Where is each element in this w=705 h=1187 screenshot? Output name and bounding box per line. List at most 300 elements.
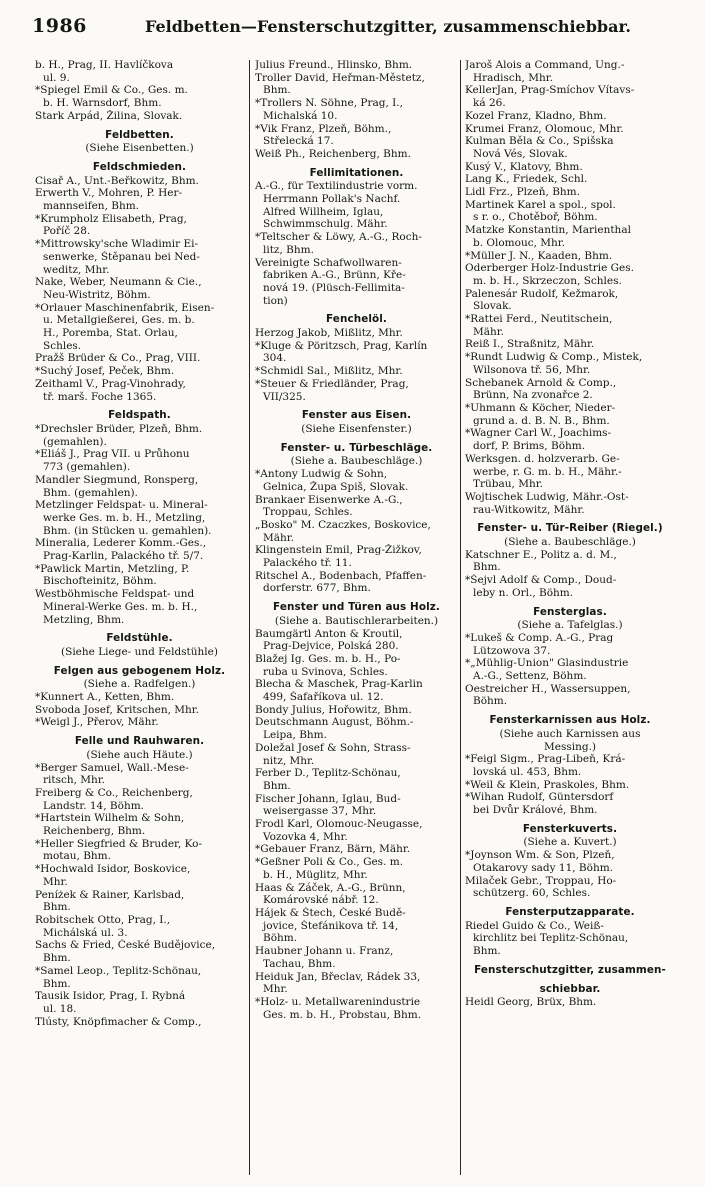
directory-entry <box>255 59 458 72</box>
directory-entry <box>465 377 675 402</box>
entry-line: *Hochwald Isidor, Boskovice, <box>35 863 191 876</box>
directory-entry <box>35 110 244 123</box>
directory-entry <box>255 971 458 996</box>
entry-line: u. Metallgießerei, Ges. m. b. <box>43 314 195 327</box>
entry-line: Brankaer Eisenwerke A.-G., <box>255 493 403 506</box>
entry-line: werbe, r. G. m. b. H., Mähr.- <box>473 465 622 478</box>
entry-line: werke Ges. m. b. H., Metzling, <box>43 511 206 524</box>
entry-line: Oderberger Holz-Industrie Ges. <box>465 262 634 275</box>
entry-line: b. H., Müglitz, Mhr. <box>263 868 368 881</box>
entry-line: Lidl Frz., Plzeň, Bhm. <box>465 186 580 199</box>
entry-line: Westböhmische Feldspat- und <box>35 588 195 601</box>
section-heading: Feldspath. <box>108 409 171 422</box>
entry-line: 304. <box>263 352 287 365</box>
entry-line: *Suchý Josef, Peček, Bhm. <box>35 365 175 378</box>
entry-line: Erwerth V., Mohren, P. Her- <box>35 187 183 200</box>
directory-entry <box>35 1016 244 1029</box>
directory-entry <box>255 519 458 544</box>
entry-line: *Weil & Klein, Praskoles, Bhm. <box>465 778 630 791</box>
directory-entry <box>255 882 458 907</box>
entry-line: ritsch, Mhr. <box>43 774 106 787</box>
entry-line: rau-Witkowitz, Mähr. <box>473 503 585 516</box>
directory-entry <box>35 863 244 888</box>
cross-reference-note: (Siehe a. Radfelgen.) <box>83 678 196 691</box>
entry-line: *Eliáš J., Prag VII. u Průhonu <box>35 448 190 461</box>
entry-line: *Müller J. N., Kaaden, Bhm. <box>465 249 613 262</box>
entry-line: ruba u Svinova, Schles. <box>263 665 388 678</box>
entry-line: weditz, Mhr. <box>43 263 110 276</box>
entry-line: *Drechsler Brüder, Plzeň, Bhm. <box>35 422 203 435</box>
entry-line: (gemahlen). <box>43 435 107 448</box>
directory-entry <box>255 793 458 818</box>
entry-line: Riedel Guido & Co., Weiß- <box>465 919 604 932</box>
entry-line: Mähr. <box>263 531 294 544</box>
entry-line: Mhr. <box>43 875 68 888</box>
entry-line: Metzlinger Feldspat- u. Mineral- <box>35 499 208 512</box>
entry-line: Böhm. <box>473 695 508 708</box>
directory-entry <box>465 351 675 376</box>
entry-line: *Rundt Ludwig & Comp., Mistek, <box>465 351 643 364</box>
directory-entry <box>465 199 675 224</box>
entry-line: *Pawlick Martin, Metzling, P. <box>35 562 190 575</box>
entry-line: *Kluge & Pöritzsch, Prag, Karlín <box>255 339 428 352</box>
directory-entry <box>255 97 458 122</box>
entry-line: „Bosko" M. Czaczkes, Boskovice, <box>255 518 431 531</box>
directory-entry <box>255 996 458 1021</box>
entry-line: Nová Vés, Slovak. <box>473 147 568 160</box>
entry-line: Neu-Wistritz, Böhm. <box>43 288 151 301</box>
entry-line: Blecha & Maschek, Prag-Karlin <box>255 678 423 691</box>
directory-entry <box>255 742 458 767</box>
directory-entry <box>35 378 244 403</box>
entry-line: *Antony Ludwig & Sohn, <box>255 468 388 481</box>
entry-line: *Geßner Poli & Co., Ges. m. <box>255 856 404 869</box>
cross-reference-note: (Siehe auch Karnissen aus <box>499 727 641 740</box>
cross-reference-note: (Siehe a. Tafelglas.) <box>517 619 623 632</box>
directory-entry <box>255 716 458 741</box>
entry-line: Bhm. (in Stücken u. gemahlen). <box>43 524 212 537</box>
directory-entry <box>255 327 458 340</box>
section-heading: schiebbar. <box>539 982 601 995</box>
cross-reference-note: (Siehe a. Baubeschläge.) <box>504 536 636 549</box>
entry-line: Robitschek Otto, Prag, I., <box>35 914 171 926</box>
directory-entry <box>255 907 458 945</box>
entry-line: Haas & Záček, A.-G., Brünn, <box>255 881 406 894</box>
entry-line: *Weigl J., Přerov, Mähr. <box>35 716 159 729</box>
cross-reference-note: (Siehe a. Bautischlerarbeiten.) <box>274 614 439 627</box>
directory-entry <box>255 378 458 403</box>
entry-line: Werksgen. d. holzverarb. Ge- <box>465 452 620 465</box>
directory-entry <box>255 72 458 97</box>
entry-line: Ritschel A., Bodenbach, Pfaffen- <box>255 569 427 582</box>
directory-entry <box>465 632 675 657</box>
entry-line: Tlústy, Knöpfimacher & Comp., <box>35 1015 202 1028</box>
directory-entry <box>465 875 675 900</box>
entry-line: grund a. d. B. N. B., Bhm. <box>473 414 610 427</box>
entry-line: *„Mühlig-Union" Glasindustrie <box>465 657 629 670</box>
entry-line: *Samel Leop., Teplitz-Schönau, <box>35 964 202 977</box>
entry-line: Hradisch, Mhr. <box>473 71 553 84</box>
entry-line: Peníżek & Rainer, Karlsbad, <box>35 888 185 901</box>
directory-entry <box>35 213 244 238</box>
entry-line: H., Poremba, Stat. Orlau, <box>43 327 178 340</box>
directory-entry <box>35 187 244 212</box>
cross-reference-note: Messing.) <box>543 740 597 753</box>
entry-line: Bhm. <box>43 952 71 965</box>
entry-line: *Kunnert A., Ketten, Bhm. <box>35 691 175 704</box>
entry-line: *Berger Samuel, Wall.-Mese- <box>35 761 189 774</box>
entry-line: Milaček Gebr., Troppau, Ho- <box>465 874 617 887</box>
entry-line: *Gebauer Franz, Bärn, Mähr. <box>255 843 411 856</box>
section-heading: Feldstühle. <box>106 632 173 645</box>
entry-line: *Teltscher & Löwy, A.-G., Roch- <box>255 231 422 244</box>
section-heading: Feldbetten. <box>105 128 174 141</box>
directory-entry <box>35 939 244 964</box>
entry-line: Bhm. (gemahlen). <box>43 486 138 499</box>
directory-entry <box>255 340 458 365</box>
entry-line: Michálská ul. 3. <box>43 926 128 939</box>
directory-entry <box>255 180 458 231</box>
entry-line: Heidl Georg, Brüx, Bhm. <box>465 996 597 1009</box>
entry-line: s r. o., Chotěboř, Böhm. <box>473 211 598 224</box>
directory-entry <box>35 474 244 499</box>
directory-entry <box>255 653 458 678</box>
entry-line: Martinek Karel a spol., spol. <box>465 198 616 211</box>
entry-line: Slovak. <box>473 300 512 313</box>
directory-entry <box>35 563 244 588</box>
directory-entry <box>465 996 675 1009</box>
entry-line: Pražš Brüder & Co., Prag, VIII. <box>35 352 201 365</box>
entry-line: Leipa, Bhm. <box>263 729 327 742</box>
entry-line: Alfred Willheim, Iglau, <box>263 205 384 218</box>
entry-line: *Rattei Ferd., Neutitschein, <box>465 313 613 326</box>
column-divider <box>249 60 250 1175</box>
entry-line: KellerJan, Prag-Smíchov Vítavs- <box>465 84 635 97</box>
entry-line: Vereinigte Schafwollwaren- <box>255 256 402 269</box>
directory-entry <box>465 338 675 351</box>
directory-entry <box>35 812 244 837</box>
entry-line: Poříč 28. <box>43 225 91 238</box>
directory-entry <box>35 537 244 562</box>
entry-line: nitz, Mhr. <box>263 754 315 767</box>
directory-entry <box>35 691 244 704</box>
entry-line: nová 19. (Plüsch-Fellimita- <box>263 281 405 294</box>
entry-line: *Hartstein Wilhelm & Sohn, <box>35 812 185 825</box>
entry-line: *Vik Franz, Plzeň, Böhm., <box>255 122 392 135</box>
entry-line: Kusý V., Klatovy, Bhm. <box>465 160 583 173</box>
entry-line: Bhm. <box>473 561 501 574</box>
entry-line: Doležal Josef & Sohn, Strass- <box>255 741 411 754</box>
section-heading: Fellimitationen. <box>309 166 404 179</box>
directory-entry <box>255 231 458 256</box>
section-heading: Fensterkarnissen aus Holz. <box>489 714 651 727</box>
entry-line: Schwimmschulg. Mähr. <box>263 218 388 231</box>
directory-entry <box>255 123 458 148</box>
entry-line: A.-G., für Textilindustrie vorm. <box>255 180 418 193</box>
entry-line: Herrmann Pollak's Nachf. <box>263 193 401 206</box>
directory-entry <box>35 889 244 914</box>
entry-line: Weiß Ph., Reichenberg, Bhm. <box>255 147 411 160</box>
entry-line: Cisař A., Unt.-Beřkowitz, Bhm. <box>35 174 199 187</box>
entry-line: Böhm. <box>263 932 298 945</box>
directory-entry <box>255 494 458 519</box>
entry-line: Bondy Julius, Hořowitz, Bhm. <box>255 703 412 716</box>
entry-line: Komárovské nábř. 12. <box>263 894 379 907</box>
entry-line: Mhr. <box>263 983 288 996</box>
entry-line: Mineralia, Lederer Komm.-Ges., <box>35 537 207 550</box>
entry-line: Zeithaml V., Prag-Vinohrady, <box>35 377 186 390</box>
directory-entry <box>465 59 675 84</box>
directory-entry <box>465 250 675 263</box>
section-heading: Fenster aus Eisen. <box>301 409 412 422</box>
entry-line: Tausik Isidor, Prag, I. Rybná <box>35 990 186 1003</box>
entry-line: Ferber D., Teplitz-Schönau, <box>255 767 401 780</box>
entry-line: ul. 9. <box>43 71 70 84</box>
directory-entry <box>35 588 244 626</box>
cross-reference-note: (Siehe Liege- und Feldstühle) <box>61 645 218 658</box>
directory-entry <box>465 84 675 109</box>
entry-line: Prag-Karlin, Palackého tř. 5/7. <box>43 550 204 563</box>
cross-reference-note: (Siehe Eisenfenster.) <box>301 422 412 435</box>
entry-line: tion) <box>263 294 288 307</box>
column-divider <box>460 60 461 1175</box>
directory-entry <box>255 468 458 493</box>
entry-line: Bhm. <box>43 977 71 990</box>
entry-line: motau, Bhm. <box>43 850 111 863</box>
directory-entry <box>35 352 244 365</box>
entry-line: Deutschmann August, Böhm.- <box>255 716 414 729</box>
entry-line: ká 26. <box>473 97 506 110</box>
entry-line: Vozovka 4, Mhr. <box>263 830 348 843</box>
entry-line: Prag-Dejvice, Polská 280. <box>263 640 399 653</box>
cross-reference-note: (Siehe Eisenbetten.) <box>85 142 194 155</box>
directory-entry <box>35 990 244 1015</box>
directory-entry <box>465 135 675 160</box>
entry-line: Palackého tř. 11. <box>263 557 352 570</box>
entry-line: mannseifen, Bhm. <box>43 200 140 213</box>
entry-line: Heiduk Jan, Břeclav, Rádek 33, <box>255 970 421 983</box>
directory-entry <box>35 365 244 378</box>
directory-entry <box>465 549 675 574</box>
entry-line: Bhm. <box>43 901 71 914</box>
directory-entry <box>255 843 458 856</box>
directory-entry <box>465 313 675 338</box>
entry-line: *Uhmann & Köcher, Nieder- <box>465 401 616 414</box>
entry-line: Svoboda Josef, Kritschen, Mhr. <box>35 703 199 716</box>
entry-line: schützerg. 60, Schles. <box>473 887 591 900</box>
section-heading: Fenchelöl. <box>326 313 387 326</box>
entry-line: *Mittrowsky'sche Wladimir Ei- <box>35 238 199 251</box>
entry-line: Bhm. <box>263 779 291 792</box>
entry-line: jovice, Štefánikova tř. 14, <box>263 919 399 932</box>
entry-line: Herzog Jakob, Mißlitz, Mhr. <box>255 327 403 340</box>
directory-entry <box>465 123 675 136</box>
cross-reference-note: (Siehe a. Kuvert.) <box>523 836 617 849</box>
entry-line: *Krumpholz Elisabeth, Prag, <box>35 212 187 225</box>
entry-line: *Holz- u. Metallwarenindustrie <box>255 995 421 1008</box>
entry-line: Blažej Ig. Ges. m. b. H., Po- <box>255 652 401 665</box>
entry-line: senwerke, Štěpanau bei Ned- <box>43 250 200 263</box>
column-left <box>35 59 244 1179</box>
entry-line: *Orlauer Maschinenfabrik, Eisen- <box>35 301 215 314</box>
directory-entry <box>465 224 675 249</box>
entry-line: *Lukeš & Comp. A.-G., Prag <box>465 631 614 644</box>
entry-line: Bhm. <box>263 84 291 97</box>
entry-line: b. H. Warnsdorf, Bhm. <box>43 97 162 110</box>
entry-line: Lang K., Friedek, Schl. <box>465 173 588 186</box>
entry-line: weisergasse 37, Mhr. <box>263 805 377 818</box>
directory-entry <box>465 574 675 599</box>
entry-line: litz, Bhm. <box>263 243 314 256</box>
directory-entry <box>255 148 458 161</box>
directory-entry <box>465 453 675 491</box>
entry-line: Freiberg & Co., Reichenberg, <box>35 786 193 799</box>
directory-entry <box>465 427 675 452</box>
directory-entry <box>35 302 244 353</box>
directory-entry <box>465 186 675 199</box>
directory-entry <box>35 175 244 188</box>
entry-line: Nake, Weber, Neumann & Cie., <box>35 276 202 289</box>
entry-line: leby n. Orl., Böhm. <box>473 586 574 599</box>
directory-entry <box>255 570 458 595</box>
entry-line: Tachau, Bhm. <box>263 957 336 970</box>
entry-line: Michalská 10. <box>263 109 338 122</box>
entry-line: Metzling, Bhm. <box>43 613 125 626</box>
entry-line: Julius Freund., Hlinsko, Bhm. <box>255 59 413 71</box>
section-heading: Fenster- u. Tür-Reiber (Riegel.) <box>477 522 663 535</box>
cross-reference-note: (Siehe auch Häute.) <box>86 748 193 761</box>
entry-line: Troller David, Heřman-Městetz, <box>255 71 425 84</box>
entry-line: Baumgärtl Anton & Kroutil, <box>255 627 403 640</box>
entry-line: Wilsonova tř. 56, Mhr. <box>473 363 591 376</box>
entry-line: Klingenstein Emil, Prag-Žižkov, <box>255 544 422 557</box>
directory-entry <box>255 365 458 378</box>
entry-line: b. H., Prag, II. Havlíčkova <box>35 59 174 71</box>
entry-line: *Wagner Carl W., Joachims- <box>465 427 612 440</box>
entry-line: Palenesár Rudolf, Kežmarok, <box>465 287 619 300</box>
directory-entry <box>35 787 244 812</box>
section-heading: Fenster- u. Türbeschläge. <box>280 441 433 454</box>
entry-line: Střelecká 17. <box>263 135 334 148</box>
directory-entry <box>465 173 675 186</box>
entry-line: Krumei Franz, Olomouc, Mhr. <box>465 122 624 135</box>
entry-line: Bischofteinitz, Böhm. <box>43 575 157 588</box>
directory-entry <box>465 288 675 313</box>
entry-line: Kulman Běla & Co., Spišska <box>465 135 614 148</box>
entry-line: *Šejvl Adolf & Comp., Doud- <box>465 574 617 587</box>
directory-entry <box>255 818 458 843</box>
running-header: Feldbetten—Fensterschutzgitter, zusammenschiebbar. <box>145 17 631 36</box>
directory-entry <box>465 657 675 682</box>
entry-line: Landstr. 14, Böhm. <box>43 799 144 812</box>
entry-line: Frodl Karl, Olomouc-Neugasse, <box>255 818 423 831</box>
directory-entry <box>35 716 244 729</box>
directory-entry <box>255 945 458 970</box>
directory-entry <box>35 238 244 276</box>
directory-entry <box>35 84 244 109</box>
entry-line: Reiß I., Straßnitz, Mähr. <box>465 338 595 351</box>
entry-line: m. b. H., Skrzeczon, Schles. <box>473 274 622 287</box>
entry-line: Mineral-Werke Ges. m. b. H., <box>43 600 198 613</box>
entry-line: lovská ul. 453, Bhm. <box>473 765 582 778</box>
directory-entry <box>35 276 244 301</box>
section-heading: Felle und Rauhwaren. <box>74 735 205 748</box>
entry-line: *Spiegel Emil & Co., Ges. m. <box>35 84 188 97</box>
entry-line: fabriken A.-G., Brünn, Křе- <box>263 269 406 282</box>
entry-line: b. Olomouc, Mhr. <box>473 236 565 249</box>
directory-entry <box>255 678 458 703</box>
directory-entry <box>35 499 244 537</box>
entry-line: Mähr. <box>473 325 504 338</box>
directory-entry <box>255 628 458 653</box>
column-right <box>465 59 675 1179</box>
section-heading: Fensterglas. <box>533 605 607 618</box>
entry-line: Jaroš Alois a Command, Ung.- <box>465 59 625 71</box>
directory-entry <box>465 161 675 174</box>
entry-line: *Joynson Wm. & Son, Plzeň, <box>465 849 615 862</box>
entry-line: *Schmidl Sal., Mißlitz, Mhr. <box>255 365 403 378</box>
entry-line: Reichenberg, Bhm. <box>43 825 146 838</box>
entry-line: Bhm. <box>473 945 501 958</box>
column-middle <box>255 59 458 1179</box>
entry-line: Oestreicher H., Wassersuppen, <box>465 682 631 695</box>
entry-line: Haubner Johann u. Franz, <box>255 945 394 958</box>
directory-entry <box>35 914 244 939</box>
entry-line: *Feigl Sigm., Prag-Libeň, Krá- <box>465 753 626 766</box>
page-number: 1986 <box>32 15 87 37</box>
directory-entry <box>35 448 244 473</box>
directory-entry <box>255 257 458 308</box>
cross-reference-note: (Siehe a. Baubeschläge.) <box>290 455 423 468</box>
directory-entry <box>465 110 675 123</box>
directory-entry <box>255 767 458 792</box>
directory-entry <box>465 262 675 287</box>
section-heading: Fensterkuverts. <box>522 822 618 835</box>
entry-line: Stark Arpád, Žilina, Slovak. <box>35 109 183 122</box>
directory-entry <box>465 683 675 708</box>
directory-entry <box>35 423 244 448</box>
entry-line: *Trollers N. Söhne, Prag, I., <box>255 97 403 110</box>
entry-line: Lützowova 37. <box>473 644 551 657</box>
section-heading: Felgen aus gebogenem Holz. <box>53 664 226 677</box>
directory-entry <box>465 779 675 792</box>
entry-line: ul. 18. <box>43 1002 77 1015</box>
entry-line: VII/325. <box>263 390 306 403</box>
directory-entry <box>255 704 458 717</box>
entry-line: Kozel Franz, Kladno, Bhm. <box>465 109 607 122</box>
entry-line: 499, Šafaříkova ul. 12. <box>263 691 384 704</box>
entry-line: Katschner E., Politz a. d. M., <box>465 548 617 561</box>
entry-line: Fischer Johann, Iglau, Bud- <box>255 792 401 805</box>
entry-line: Schebanek Arnold & Comp., <box>465 376 617 389</box>
directory-entry <box>255 856 458 881</box>
entry-line: bei Dvůr Králové, Bhm. <box>473 804 598 817</box>
section-heading: Feldschmieden. <box>92 160 187 173</box>
entry-line: Gelnica, Župa Spiš, Slovak. <box>263 480 409 493</box>
entry-line: Schles. <box>43 339 82 352</box>
directory-entry <box>35 59 244 84</box>
entry-line: Brünn, Na zvonařce 2. <box>473 389 593 402</box>
directory-entry <box>255 544 458 569</box>
directory-entry <box>465 753 675 778</box>
entry-line: Mandler Siegmund, Ronsperg, <box>35 473 199 486</box>
entry-line: Otakarovy sady 11, Böhm. <box>473 861 614 874</box>
entry-line: *Heller Siegfried & Bruder, Ko- <box>35 837 203 850</box>
entry-line: *Steuer & Friedländer, Prag, <box>255 377 409 390</box>
directory-entry <box>35 762 244 787</box>
entry-line: kirchlitz bei Teplitz-Schönau, <box>473 932 629 945</box>
directory-entry <box>35 965 244 990</box>
